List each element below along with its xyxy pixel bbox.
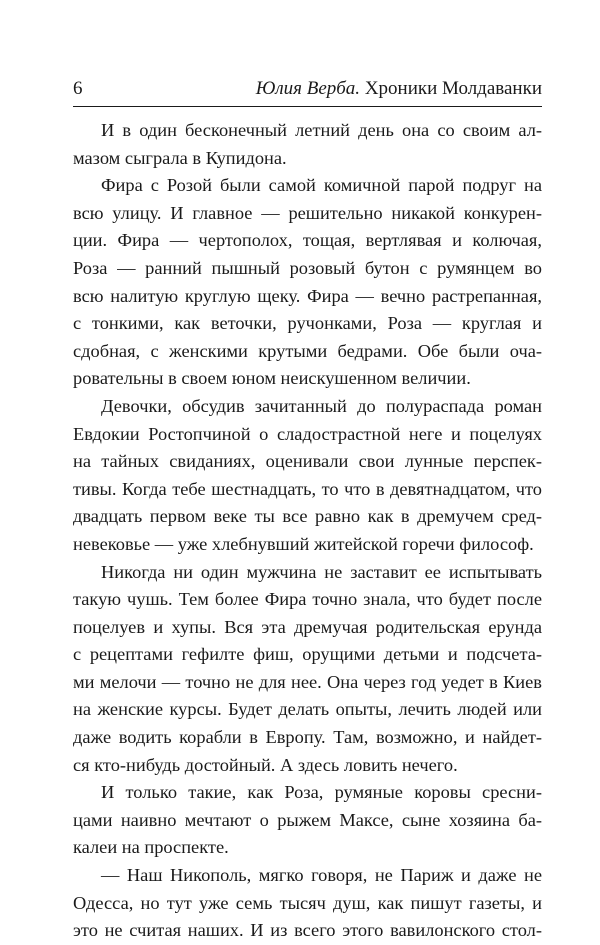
text-line: ровательны в своем юном неискушенном величии. xyxy=(73,368,471,389)
header-rule xyxy=(73,106,542,107)
paragraph xyxy=(73,779,542,862)
text-line: сдобная, с женскими крутыми бедрами. Обе были оча- xyxy=(73,340,542,361)
paragraph xyxy=(73,559,542,780)
text-line: Одесса, но тут уже семь тысяч душ, как пишут газеты, и xyxy=(73,892,542,913)
paragraph xyxy=(73,172,542,393)
text-line: невековье — уже хлебнувший житейской горечи философ. xyxy=(73,533,534,554)
text-line: И только такие, как Роза, румяные коровы сресни- xyxy=(101,782,542,803)
text-line: это не считая наших. И из всего этого вавилонского стол- xyxy=(73,920,542,941)
text-line: Роза — ранний пышный розовый бутон с румянцем во xyxy=(73,257,542,278)
text-line: всю улицу. И главное — решительно никакой конкурен- xyxy=(73,202,542,223)
running-title xyxy=(256,76,542,102)
text-line: на женские курсы. Будет делать опыты, лечить людей или xyxy=(73,699,542,720)
text-line: такую чушь. Тем более Фира точно знала, что будет после xyxy=(73,589,542,610)
text-line: ся кто-нибудь достойный. А здесь ловить нечего. xyxy=(73,754,458,775)
book-title: Хроники Молдаванки xyxy=(360,78,542,99)
text-line: Фира с Розой были самой комичной парой подруг на xyxy=(101,175,542,196)
text-line: с рецептами гефилте фиш, орущими детьми и подсчета- xyxy=(73,644,542,665)
body-text xyxy=(73,117,542,945)
text-line: на тайных свиданиях, оценивали свои лунные перспек- xyxy=(73,451,542,472)
text-line: И в один бесконечный летний день она со своим ал- xyxy=(101,120,542,140)
text-line: с тонкими, как веточки, ручонками, Роза — круглая и xyxy=(73,313,542,334)
text-line: Евдокии Ростопчиной о сладострастной неге и поцелуях xyxy=(73,423,542,444)
running-head xyxy=(73,76,542,102)
paragraph xyxy=(73,393,542,559)
page-number: 6 xyxy=(73,78,83,99)
text-line: Девочки, обсудив зачитанный до полураспада роман xyxy=(101,395,542,416)
text-line: тивы. Когда тебе шестнадцать, то что в девятнадцатом, что xyxy=(73,478,542,499)
text-line: мазом сыграла в Купидона. xyxy=(73,147,287,168)
paragraph xyxy=(73,117,542,172)
text-line: цами наивно мечтают о рыжем Максе, сыне хозяина ба- xyxy=(73,809,542,830)
text-line: двадцать первом веке ты все равно как в дремучем сред- xyxy=(73,506,542,527)
text-line: ции. Фира — чертополох, тощая, вертлявая и колючая, xyxy=(73,230,542,251)
text-line: Никогда ни один мужчина не заставит ее испытывать xyxy=(101,561,542,582)
text-line: — Наш Никополь, мягко говоря, не Париж и даже не xyxy=(101,865,542,886)
text-line: ми мелочи — точно не для нее. Она через год уедет в Киев xyxy=(73,671,542,692)
text-line: всю налитую круглую щеку. Фира — вечно растрепанная, xyxy=(73,285,542,306)
text-line: калеи на проспекте. xyxy=(73,837,229,858)
text-line: поцелуев и хупы. Вся эта дремучая родительская ерунда xyxy=(73,616,542,637)
paragraph xyxy=(73,862,542,945)
author-name: Юлия Верба. xyxy=(255,78,361,99)
text-line: даже водить корабли в Европу. Там, возможно, и найдет- xyxy=(73,727,542,748)
